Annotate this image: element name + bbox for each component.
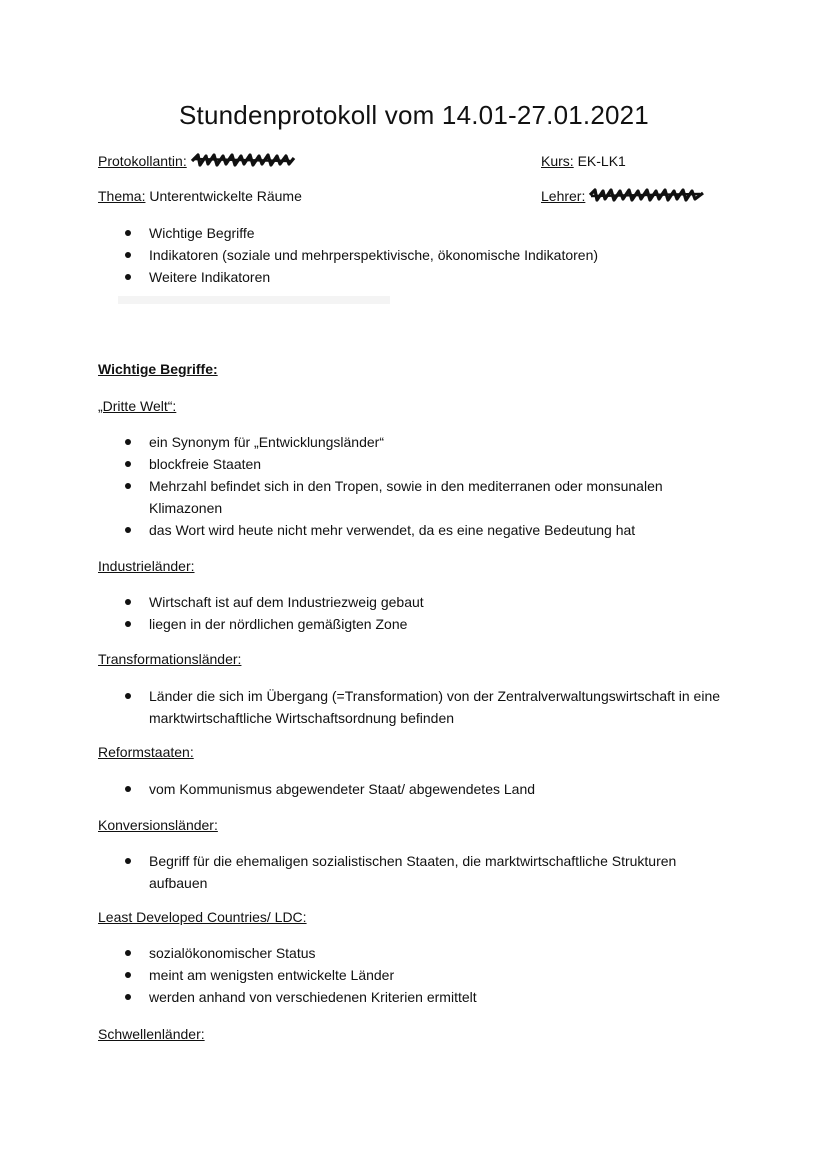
section-heading-konversionslaender: Konversionsländer:: [98, 817, 218, 833]
list-item: Wichtige Begriffe: [124, 222, 598, 244]
list-item: werden anhand von verschiedenen Kriterien ermittelt: [124, 986, 477, 1008]
page-title: Stundenprotokoll vom 14.01-27.01.2021: [179, 100, 649, 130]
main-heading: Wichtige Begriffe:: [98, 361, 218, 377]
kurs-field: [541, 152, 626, 170]
list-item: meint am wenigsten entwickelte Länder: [124, 964, 477, 986]
list-item: das Wort wird heute nicht mehr verwendet, da es eine negative Bedeutung hat: [124, 519, 724, 541]
list-item: vom Kommunismus abgewendeter Staat/ abgewendetes Land: [124, 778, 535, 800]
thema-field: [98, 187, 302, 205]
section-list-transformationslaender: [124, 685, 734, 729]
section-heading-dritte-welt: „Dritte Welt“:: [98, 398, 177, 414]
lehrer-label: Lehrer:: [541, 188, 586, 204]
list-item: Wirtschaft ist auf dem Industriezweig gebaut: [124, 591, 424, 613]
kurs-label: Kurs:: [541, 153, 574, 169]
lehrer-field: [541, 187, 706, 207]
list-item: Mehrzahl befindet sich in den Tropen, sowie in den mediterranen oder monsunalen Klimazonen: [124, 475, 704, 519]
kurs-value: EK-LK1: [577, 153, 626, 169]
list-item: Begriff für die ehemaligen sozialistischen Staaten, die marktwirtschaftliche Strukturen aufbauen: [124, 850, 694, 894]
list-item: Weitere Indikatoren: [124, 266, 598, 288]
section-heading-transformationslaender: Transformationsländer:: [98, 651, 242, 667]
redacted-teacher-scribble: [588, 187, 706, 207]
protokollantin-field: [98, 152, 296, 172]
section-heading-schwellenlaender: Schwellenländer:: [98, 1026, 205, 1042]
faint-scan-artifact: [118, 296, 390, 304]
section-list-dritte-welt: [124, 431, 724, 541]
list-item: Länder die sich im Übergang (=Transformation) von der Zentralverwaltungswirtschaft in eine marktwirtschaftliche Wirtschaftsordnung befinden: [124, 685, 734, 729]
list-item: blockfreie Staaten: [124, 453, 724, 475]
protokollantin-label: Protokollantin:: [98, 153, 187, 169]
section-heading-reformstaaten: Reformstaaten:: [98, 744, 194, 760]
thema-value: Unterentwickelte Räume: [149, 188, 302, 204]
list-item: liegen in der nördlichen gemäßigten Zone: [124, 613, 424, 635]
overview-list: [124, 222, 598, 288]
section-list-konversionslaender: [124, 850, 724, 894]
list-item: Indikatoren (soziale und mehrperspektivische, ökonomische Indikatoren): [124, 244, 598, 266]
list-item: ein Synonym für „Entwicklungsländer“: [124, 431, 724, 453]
section-heading-ldc: Least Developed Countries/ LDC:: [98, 909, 307, 925]
list-item: sozialökonomischer Status: [124, 942, 477, 964]
section-list-industrielaender: [124, 591, 424, 635]
redacted-name-scribble: [190, 152, 296, 172]
thema-label: Thema:: [98, 188, 146, 204]
section-list-reformstaaten: [124, 778, 535, 800]
section-list-ldc: [124, 942, 477, 1008]
section-heading-industrielaender: Industrieländer:: [98, 558, 195, 574]
